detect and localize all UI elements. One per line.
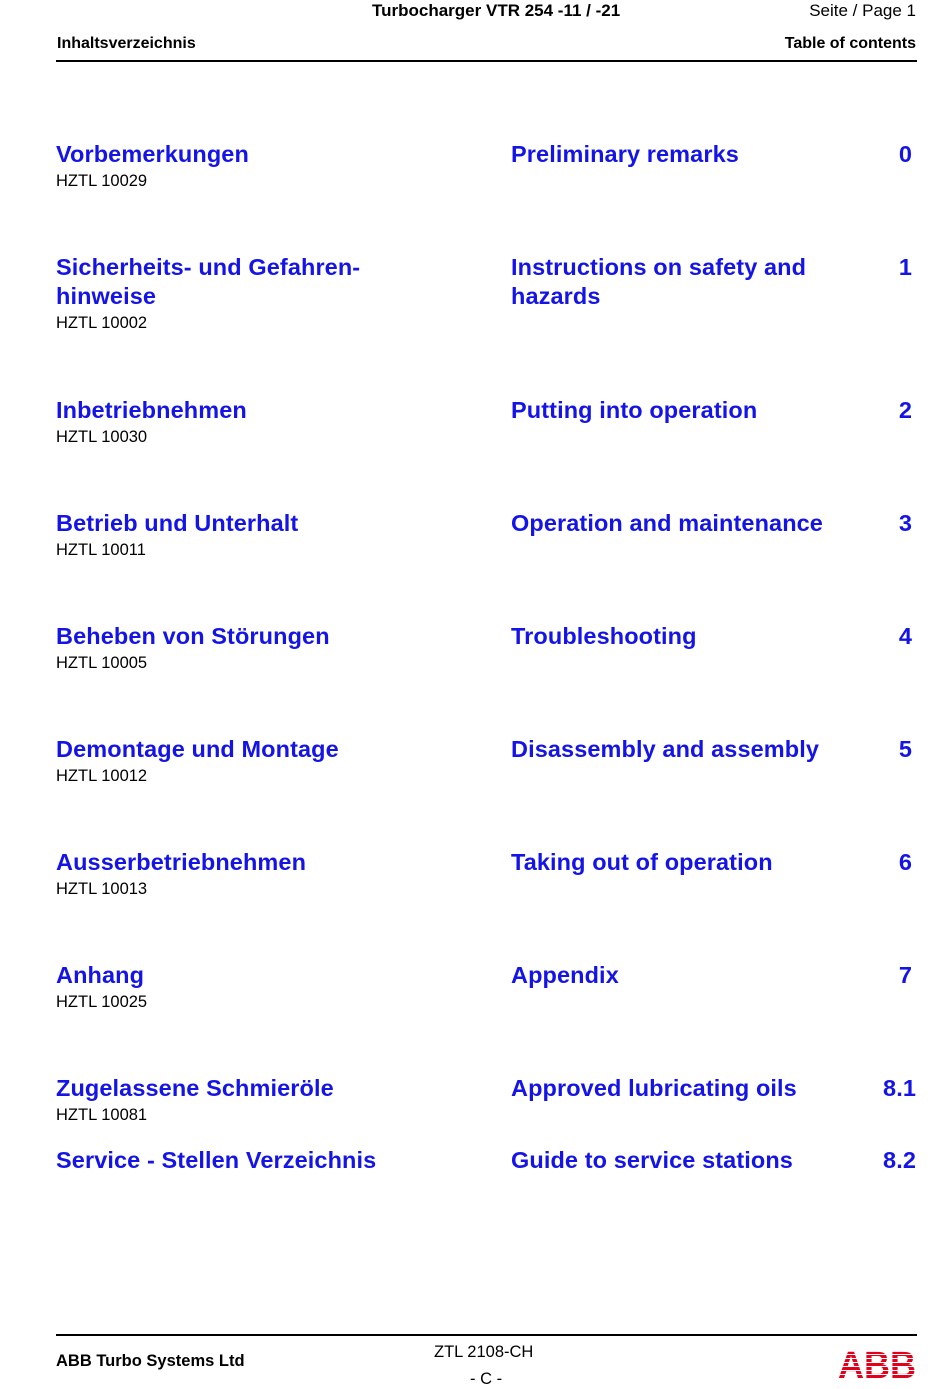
toc-entry-de [56,396,456,448]
toc-entry-de [56,1074,456,1126]
toc-doc-code: HZTL 10011 [56,541,146,559]
toc-title-de[interactable]: Sicherheits- und Gefahren- [56,254,361,280]
toc-entry-en [511,396,851,425]
footer-divider [56,1334,917,1336]
toc-title-en[interactable]: Guide to service stations [511,1147,793,1173]
toc-chapter-number[interactable]: 1 [898,254,912,280]
toc-chapter-number[interactable]: 5 [898,736,912,762]
page-number-label: Seite / Page 1 [809,1,916,20]
toc-entry-de [56,140,456,192]
page-marker: - C - [470,1370,503,1388]
toc-chapter-number[interactable]: 0 [898,141,912,167]
toc-title-de[interactable]: Inbetriebnehmen [56,397,247,423]
toc-title-en[interactable]: Instructions on safety and [511,254,807,280]
toc-entry-en [511,735,851,764]
toc-entry-en [511,509,851,538]
toc-entry-en [511,253,851,311]
toc-title-de[interactable]: Ausserbetriebnehmen [56,849,307,875]
company-name: ABB Turbo Systems Ltd [56,1352,245,1370]
toc-chapter-number[interactable]: 3 [898,510,912,536]
toc-title-de[interactable]: Betrieb und Unterhalt [56,510,299,536]
toc-entry-de [56,961,456,1013]
toc-title-en-line-2[interactable]: hazards [511,283,601,309]
toc-title-en[interactable]: Taking out of operation [511,849,773,875]
toc-title-en[interactable]: Operation and maintenance [511,510,823,536]
toc-title-en[interactable]: Approved lubricating oils [511,1075,797,1101]
document-title: Turbocharger VTR 254 -11 / -21 [372,1,621,20]
toc-chapter-number[interactable]: 6 [898,849,912,875]
toc-entry-de [56,735,456,787]
toc-doc-code: HZTL 10025 [56,993,148,1011]
toc-entry-en [511,1074,851,1103]
toc-chapter-number[interactable]: 8.1 [883,1075,916,1101]
toc-title-de[interactable]: Demontage und Montage [56,736,339,762]
toc-entry-en [511,622,851,651]
toc-entry-en [511,848,851,877]
toc-chapter-number[interactable]: 7 [898,962,912,988]
toc-title-de-line-2[interactable]: hinweise [56,283,157,309]
section-title-de: Inhaltsverzeichnis [57,35,196,52]
header-divider [56,60,917,62]
toc-doc-code: HZTL 10081 [56,1106,148,1124]
toc-title-de[interactable]: Zugelassene Schmieröle [56,1075,334,1101]
toc-doc-code: HZTL 10002 [56,314,148,332]
toc-entry-de [56,253,456,334]
toc-entry-en [511,1146,851,1175]
toc-chapter-number[interactable]: 4 [898,623,912,649]
section-title-en: Table of contents [784,35,916,52]
toc-doc-code: HZTL 10029 [56,172,148,190]
toc-title-de[interactable]: Beheben von Störungen [56,623,330,649]
toc-title-en[interactable]: Troubleshooting [511,623,697,649]
toc-doc-code: HZTL 10013 [56,880,148,898]
toc-title-de[interactable]: Vorbemerkungen [56,141,249,167]
toc-title-en[interactable]: Appendix [511,962,619,988]
toc-entry-de [56,1146,456,1175]
toc-chapter-number[interactable]: 8.2 [883,1147,916,1173]
toc-doc-code: HZTL 10012 [56,767,148,785]
toc-title-en[interactable]: Disassembly and assembly [511,736,820,762]
document-code: ZTL 2108-CH [434,1343,534,1361]
toc-entry-en [511,961,851,990]
toc-doc-code: HZTL 10005 [56,654,148,672]
toc-doc-code: HZTL 10030 [56,428,148,446]
abb-logo [838,1347,916,1381]
toc-chapter-number[interactable]: 2 [898,397,912,423]
toc-entry-de [56,622,456,674]
toc-title-en[interactable]: Preliminary remarks [511,141,739,167]
toc-title-de[interactable]: Service - Stellen Verzeichnis [56,1147,377,1173]
toc-entry-de [56,509,456,561]
toc-title-en[interactable]: Putting into operation [511,397,758,423]
toc-entry-de [56,848,456,900]
toc-title-de[interactable]: Anhang [56,962,145,988]
toc-entry-en [511,140,851,169]
